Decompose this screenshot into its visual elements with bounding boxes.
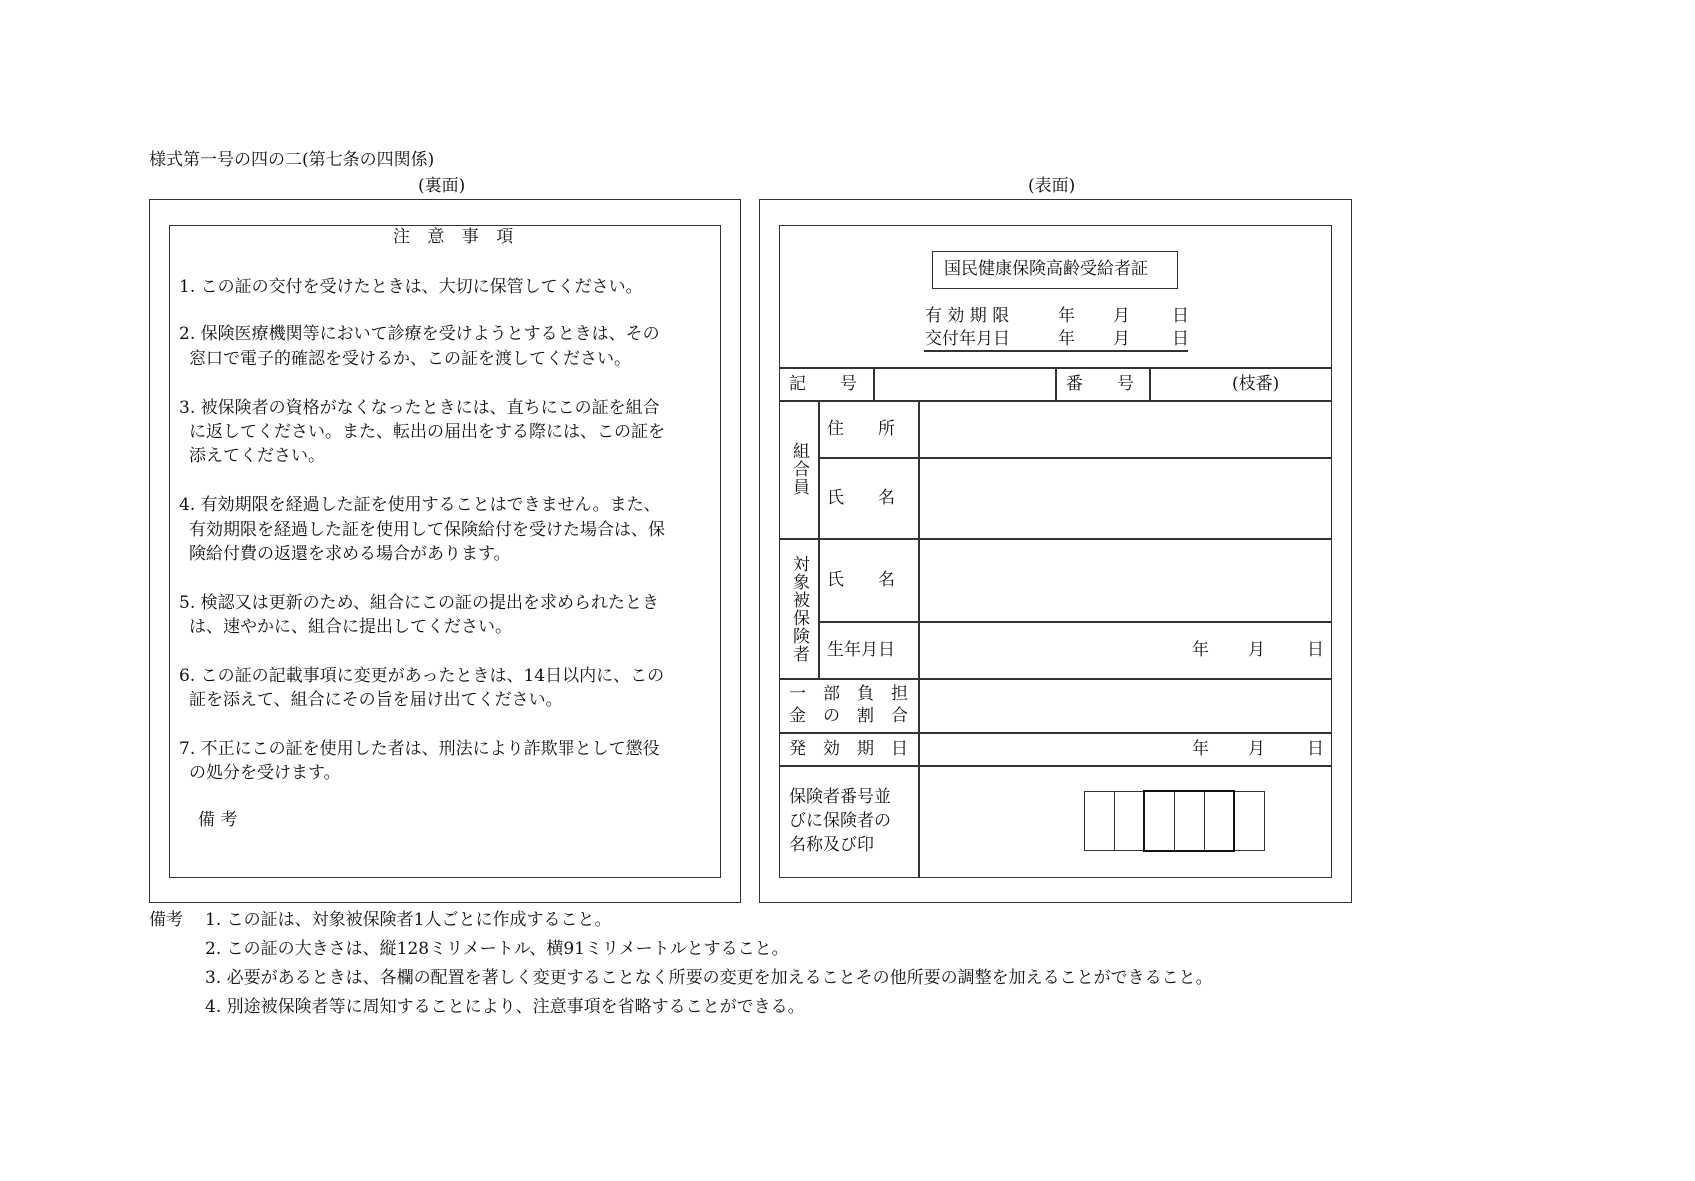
rule: [1055, 367, 1057, 400]
rule: [818, 400, 820, 678]
rule: [779, 400, 1332, 402]
member-group-label: 組合員: [789, 442, 809, 496]
effective-day: 日: [1307, 739, 1324, 759]
insurer-label-line1: 保険者番号並: [789, 787, 891, 807]
edaban-label: (枝番): [1232, 374, 1280, 394]
kigou-label: 記 号: [789, 374, 857, 394]
notice-heading: 注 意 事 項: [393, 227, 520, 247]
notice-line: 有効期限を経過した証を使用して保険給付を受けた場合は、保: [189, 520, 665, 540]
note-item: 2. この証の大きさは、縦128ミリメートル、横91ミリメートルとすること。: [205, 939, 789, 959]
note-item: 1. この証は、対象被保険者1人ごとに作成すること。: [205, 910, 612, 930]
issue-month: 月: [1113, 329, 1130, 349]
card-title: 国民健康保険高齢受給者証: [944, 259, 1148, 279]
remarks-label: 備 考: [198, 810, 238, 830]
issue-day: 日: [1172, 329, 1189, 349]
issue-date-label: 交付年月日: [925, 329, 1010, 349]
effective-month: 月: [1248, 739, 1265, 759]
bangou-label: 番 号: [1066, 374, 1134, 394]
notice-line: 7. 不正にこの証を使用した者は、刑法により詐欺罪として懲役: [179, 739, 660, 759]
insurer-number-highlight: [1143, 790, 1235, 852]
form-title: 様式第一号の四の二(第七条の四関係): [149, 150, 435, 170]
notes-label: 備考: [149, 910, 183, 930]
member-name-label: 氏 名: [827, 488, 895, 508]
notice-line: 証を添えて、組合にその旨を届け出てください。: [189, 690, 563, 710]
back-side-label: (裏面): [418, 176, 466, 196]
rule: [818, 457, 1332, 459]
validity-year: 年: [1058, 306, 1075, 326]
note-item: 4. 別途被保険者等に周知することにより、注意事項を省略することができる。: [205, 997, 805, 1017]
notice-line: 添えてください。: [189, 446, 325, 466]
copay-label-line1: 一 部 負 担: [789, 684, 908, 704]
front-card-inner: [779, 225, 1332, 878]
notice-line: の処分を受けます。: [189, 763, 341, 783]
insurer-number-box: [1084, 791, 1115, 851]
notice-line: に返してください。また、転出の届出をする際には、この証を: [189, 422, 665, 442]
copay-label-line2: 金 の 割 合: [789, 706, 908, 726]
notice-line: 険給付費の返還を求める場合があります。: [189, 544, 511, 564]
rule: [918, 400, 920, 878]
insured-name-label: 氏 名: [827, 570, 895, 590]
effective-date-label: 発 効 期 日: [789, 739, 908, 759]
rule: [779, 765, 1332, 767]
notice-line: 3. 被保険者の資格がなくなったときには、直ちにこの証を組合: [179, 398, 660, 418]
rule: [1149, 367, 1151, 400]
validity-label: 有 効 期 限: [925, 306, 1010, 326]
notice-line: 窓口で電子的確認を受けるか、この証を渡してください。: [189, 349, 631, 369]
insurer-number-box: [1234, 791, 1265, 851]
birth-label: 生年月日: [827, 640, 895, 660]
notice-line: 4. 有効期限を経過した証を使用することはできません。また、: [179, 495, 661, 515]
notice-line: 2. 保険医療機関等において診療を受けようとするときは、その: [179, 324, 660, 344]
notice-line: 1. この証の交付を受けたときは、大切に保管してください。: [179, 277, 643, 297]
notice-line: 5. 検認又は更新のため、組合にこの証の提出を求められたとき: [179, 593, 659, 613]
rule: [873, 367, 875, 400]
insured-group-label: 対象被保険者: [789, 555, 809, 663]
notice-line: 6. この証の記載事項に変更があったときは、14日以内に、この: [179, 666, 665, 686]
notice-line: は、速やかに、組合に提出してください。: [189, 617, 512, 637]
rule: [779, 538, 1332, 540]
birth-year: 年: [1192, 640, 1209, 660]
insurer-number-box: [1114, 791, 1145, 851]
birth-month: 月: [1248, 640, 1265, 660]
validity-month: 月: [1113, 306, 1130, 326]
issue-underline: [924, 350, 1188, 352]
front-side-label: (表面): [1028, 176, 1076, 196]
rule: [779, 678, 1332, 680]
insurer-label-line3: 名称及び印: [789, 835, 874, 855]
note-item: 3. 必要があるときは、各欄の配置を著しく変更することなく所要の変更を加えることその他所要の調整を加えることができること。: [205, 968, 1213, 988]
rule: [818, 621, 1332, 623]
rule: [779, 732, 1332, 734]
insurer-label-line2: びに保険者の: [789, 811, 891, 831]
address-label: 住 所: [827, 419, 895, 439]
effective-year: 年: [1192, 739, 1209, 759]
validity-day: 日: [1172, 306, 1189, 326]
birth-day: 日: [1307, 640, 1324, 660]
issue-year: 年: [1058, 329, 1075, 349]
